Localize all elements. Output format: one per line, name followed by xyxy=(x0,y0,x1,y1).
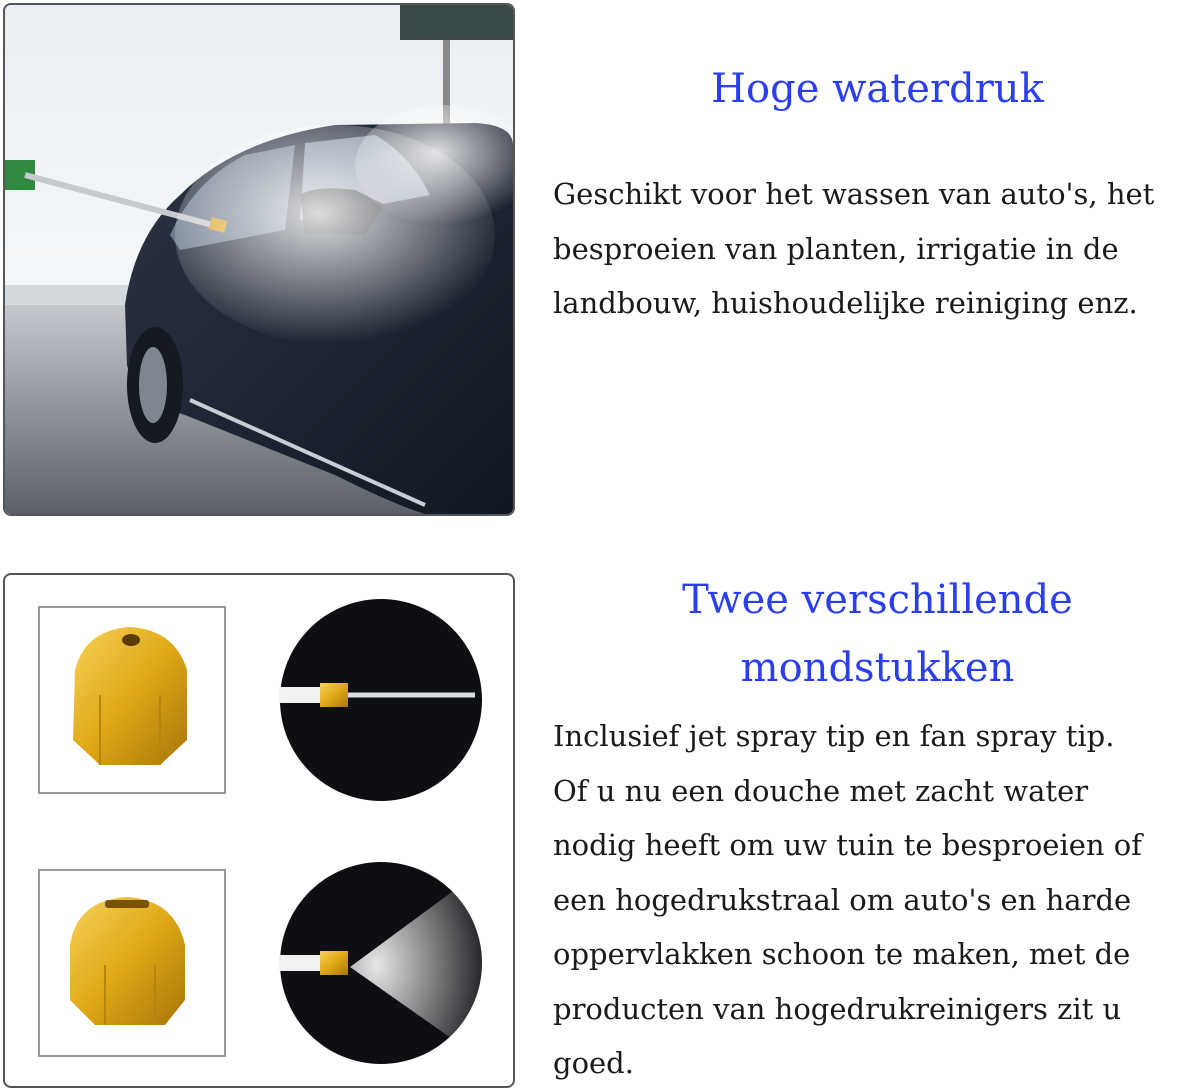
jet-nozzle-cap xyxy=(73,627,187,765)
section-heading-high-pressure: Hoge waterdruk xyxy=(711,66,1044,112)
nozzle-comparison-photo xyxy=(3,573,515,1088)
section-heading-two-nozzles: Twee verschillende mondstukken xyxy=(682,577,1073,691)
fan-nozzle-cap xyxy=(70,897,185,1025)
section-body-high-pressure: Geschikt voor het wassen van auto's, het besproeien van planten, irrigatie in de landbouw, huishoudelijke reiniging enz. xyxy=(553,177,1155,320)
section-body-two-nozzles: Inclusief jet spray tip en fan spray tip. Of u nu een douche met zacht water nodig heeft om uw tuin te besproeien of een hogedrukstraal om auto's en harde oppervlakken schoon te maken, met de producten van hogedrukreinigers zit u goed. xyxy=(553,719,1142,1080)
car-wash-illustration xyxy=(5,5,513,514)
car-wash-photo xyxy=(3,3,515,516)
nozzle-illustration xyxy=(5,575,513,1086)
